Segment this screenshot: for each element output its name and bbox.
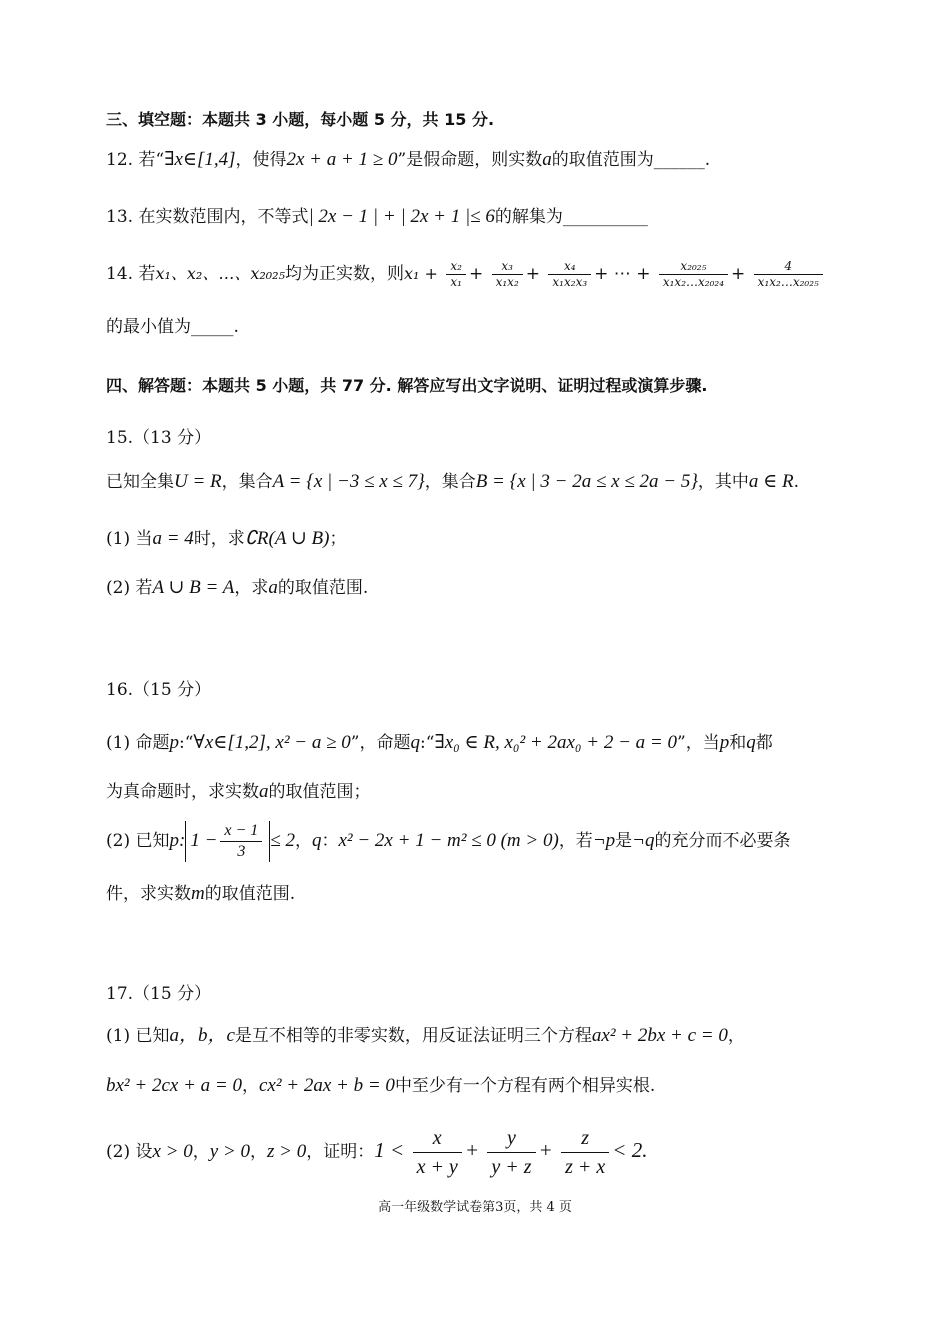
q14-line-2: 的最小值为_____.	[106, 317, 239, 337]
q17-frac-1: $\frac{x}{x + y}$	[413, 1124, 462, 1181]
q15-stem: 已知全集U = R，集合A = {x | −3 ≤ x ≤ 7}，集合B = {x | 3 − 2a ≤ x ≤ 2a − 5}，其中a ∈ R.	[106, 471, 799, 492]
q14-frac-1: $\frac{\text{x₂}}{\text{x₁}}$	[446, 259, 466, 290]
q14-prefix: 14. 若	[106, 264, 156, 284]
q16-part-1-line-2: 为真命题时，求实数a的取值范围；	[106, 781, 371, 802]
q13-prefix: 13. 在实数范围内，不等式	[106, 207, 309, 227]
q16-q-expr: ∃x₀ ∈ R, x₀² + 2ax₀ + 2 − a = 0	[434, 732, 677, 753]
q12-inequality: 2x + a + 1 ≥ 0	[286, 149, 398, 170]
q14-frac-3: $\frac{\text{x₄}}{\text{x₁x₂x₃}}$	[548, 259, 591, 290]
q13-inequality: | 2x − 1 | + | 2x + 1 |≤ 6	[308, 206, 495, 227]
section-4-title: 四、解答题：本题共 5 小题，共 77 分. 解答应写出文字说明、证明过程或演算步骤.	[106, 376, 708, 395]
q16-abs-expr: 1 − $\frac{x - 1}{3}$	[185, 821, 270, 862]
question-13	[106, 205, 648, 229]
q16-part-2-line-2: 件，求实数m的取值范围.	[106, 883, 296, 904]
question-12	[106, 148, 710, 172]
q16-part-2: (2) 已知p: 1 − $\frac{x - 1}{3}$ ≤ 2，q：x² − 2x + 1 − m² ≤ 0 (m > 0)，若¬p是¬q的充分而不必要条	[106, 822, 791, 860]
q16-p-expr: ∀x∈[1,2], x² − a ≥ 0	[193, 732, 351, 753]
q15-part-1: (1) 当a = 4时，求∁R(A ∪ B)；	[106, 528, 347, 549]
q16-q-ineq: x² − 2x + 1 − m² ≤ 0 (m > 0)	[338, 830, 559, 851]
q15-head: 15.（13 分）	[106, 428, 212, 448]
q12-suffix: ”是假命题，则实数	[397, 150, 543, 170]
q17-frac-2: $\frac{y}{y + z}$	[487, 1124, 535, 1181]
q12-mid: ，使得	[235, 150, 287, 170]
q17-head: 17.（15 分）	[106, 984, 212, 1004]
q15-a-in-r: a ∈ R	[748, 471, 794, 492]
q15-set-a: A = {x | −3 ≤ x ≤ 7}	[272, 471, 425, 492]
q12-cond: ∃x∈[1,4]	[164, 149, 236, 170]
q17-part-2: (2) 设x > 0，y > 0，z > 0，证明：1 < $\frac{x}{x + y}$ + $\frac{y}{y + z}$ + $\frac{z}{z + x}$ < 2.	[106, 1120, 647, 1182]
question-14: 14. 若x₁、x₂、…、x₂₀₂₅均为正实数，则x₁ + $\frac{\text{x₂}}{\text{x₁}}$ + $\frac{\text{x₃}}{\text{x₁x₂}}$ + $\frac{\text{x₄}}{\text{x₁x₂x₃}}$ + ⋯ + $\frac{\text{x₂₀₂₅}}{\text{x₁x₂…x₂₀₂₄}}$ + $\frac{4}{\text{x₁x₂…x₂₀₂₅}}$	[106, 256, 826, 292]
q14-dots: + ⋯ +	[594, 264, 651, 284]
q14-frac-2: $\frac{\text{x₃}}{\text{x₁x₂}}$	[492, 259, 523, 290]
q17-part-1-line-2: bx² + 2cx + a = 0，cx² + 2ax + b = 0中至少有一个方程有两个相异实根.	[106, 1075, 656, 1096]
q12-prefix: 12. 若“	[106, 150, 165, 170]
q17-eq-1: ax² + 2bx + c = 0	[591, 1025, 728, 1046]
q12-var: a	[542, 149, 552, 170]
q17-frac-3: $\frac{z}{z + x}$	[561, 1124, 609, 1181]
section-3-title: 三、填空题：本题共 3 小题，每小题 5 分，共 15 分.	[106, 110, 495, 129]
q14-vars: x₁、x₂、…、x₂₀₂₅	[155, 264, 286, 283]
q15-set-b: B = {x | 3 − 2a ≤ x ≤ 2a − 5}	[475, 471, 698, 492]
q17-eq-2: bx² + 2cx + a = 0	[106, 1075, 242, 1096]
q14-frac-5: $\frac{4}{\text{x₁x₂…x₂₀₂₅}}$	[754, 259, 823, 290]
q14-lead: x₁ +	[404, 264, 438, 283]
q16-head: 16.（15 分）	[106, 680, 212, 700]
q13-tail: 的解集为__________	[494, 207, 648, 227]
q15-universe: U = R	[174, 471, 222, 492]
q16-frac: $\frac{x - 1}{3}$	[220, 821, 262, 862]
q14-frac-4: $\frac{\text{x₂₀₂₅}}{\text{x₁x₂…x₂₀₂₄}}$	[659, 259, 728, 290]
q12-tail: 的取值范围为______.	[551, 150, 711, 170]
q17-part-1: (1) 已知a，b，c是互不相等的非零实数，用反证法证明三个方程ax² + 2bx + c = 0，	[106, 1025, 745, 1046]
page-footer: 高一年级数学试卷第3页，共 4 页	[378, 1200, 572, 1215]
q15-part-2: (2) 若A ∪ B = A，求a的取值范围.	[106, 577, 369, 598]
q14-mid: 均为正实数，则	[285, 264, 405, 284]
q16-part-1: (1) 命题p:“∀x∈[1,2], x² − a ≥ 0”，命题q:“∃x₀ ∈ R, x₀² + 2ax₀ + 2 − a = 0”，当p和q都	[106, 732, 773, 753]
q15-complement-expr: ∁R(A ∪ B)	[244, 528, 330, 549]
q17-eq-3: cx² + 2ax + b = 0	[258, 1075, 395, 1096]
